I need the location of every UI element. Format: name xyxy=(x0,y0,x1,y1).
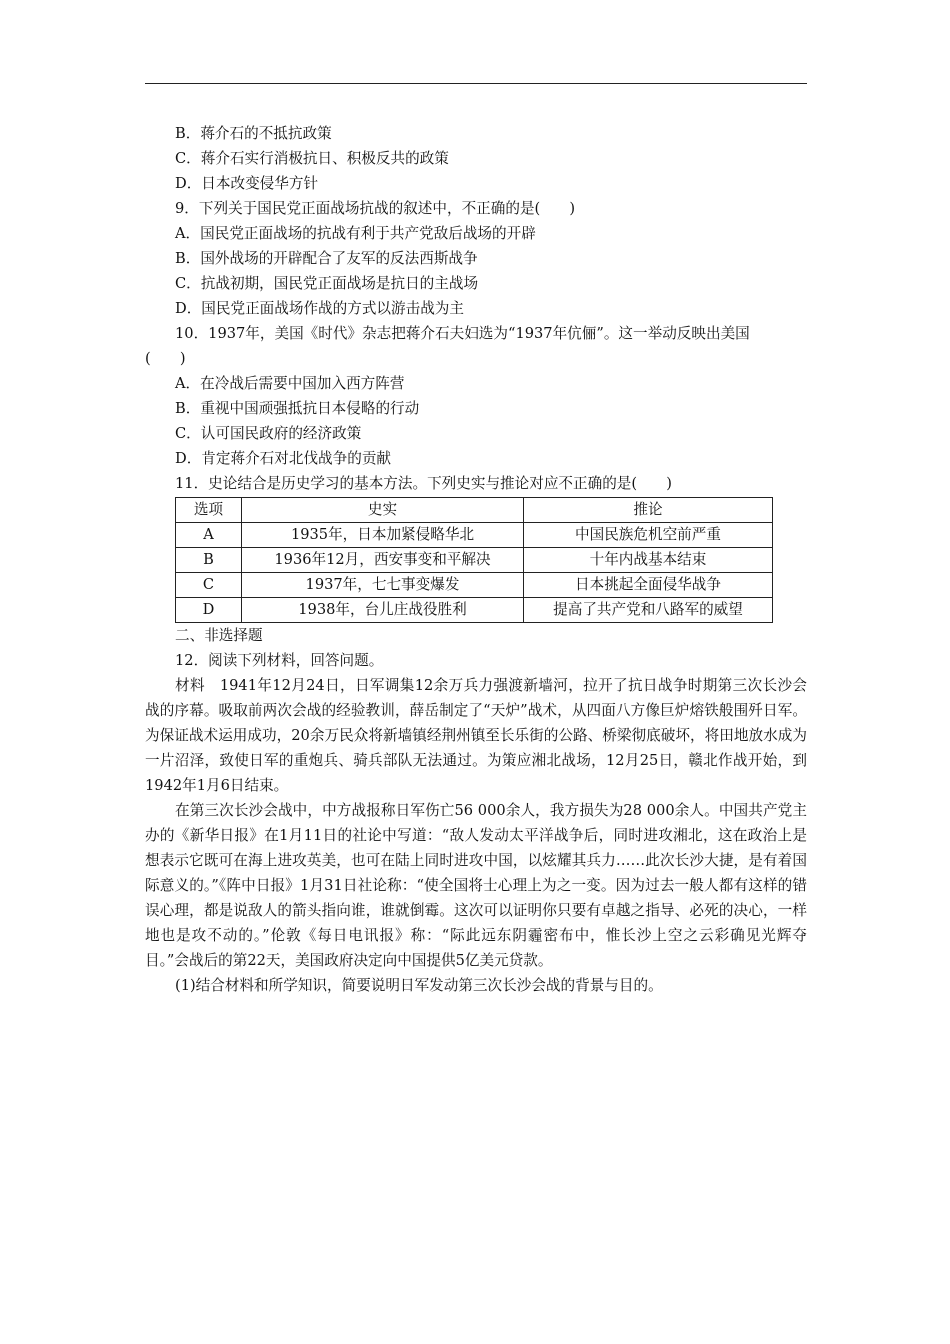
q9-option-c: C．抗战初期，国民党正面战场是抗日的主战场 xyxy=(175,275,479,292)
table-row xyxy=(176,548,773,573)
q9-option-a: A．国民党正面战场的抗战有利于共产党敌后战场的开辟 xyxy=(175,225,536,242)
header-rule xyxy=(145,83,807,84)
document-body xyxy=(145,121,807,998)
table-cell-option: C xyxy=(176,573,242,598)
table-cell-inference: 十年内战基本结束 xyxy=(524,548,773,573)
table-cell-option: B xyxy=(176,548,242,573)
q9-stem: 9．下列关于国民党正面战场抗战的叙述中，不正确的是( ) xyxy=(175,200,576,217)
q10-stem: 10．1937年，美国《时代》杂志把蒋介石夫妇选为“1937年伉俪”。这一举动反映出美国 xyxy=(175,325,750,342)
q12-stem: 12．阅读下列材料，回答问题。 xyxy=(175,652,384,669)
q9-option-b: B．国外战场的开辟配合了友军的反法西斯战争 xyxy=(175,250,478,267)
q8-option-d: D．日本改变侵华方针 xyxy=(175,175,319,192)
q10-option-c: C．认可国民政府的经济政策 xyxy=(175,425,362,442)
table-row xyxy=(176,573,773,598)
q10-option-a: A．在冷战后需要中国加入西方阵营 xyxy=(175,375,405,392)
q10-stem-paren: ( ) xyxy=(145,350,186,367)
q10-option-b: B．重视中国顽强抵抗日本侵略的行动 xyxy=(175,400,420,417)
table-header-row xyxy=(176,498,773,523)
q12-material-paragraph-1: 材料 1941年12月24日，日军调集12余万兵力强渡新墙河，拉开了抗日战争时期第三次长沙会战的序幕。吸取前两次会战的经验教训，薛岳制定了“天炉”战术，从四面八方像巨炉熔铁般围歼日军。为保证战术运用成功，20余万民众将新墙镇经荆州镇至长乐街的公路、桥梁彻底破坏，将田地放水成为一片沼泽，致使日军的重炮兵、骑兵部队无法通过。为策应湘北战场，12月25日，赣北作战开始，到1942年1月6日结束。 xyxy=(145,677,807,794)
table-header-inference: 推论 xyxy=(524,498,773,523)
q11-table xyxy=(175,497,773,623)
table-header-option: 选项 xyxy=(176,498,242,523)
q10-option-d: D．肯定蒋介石对北伐战争的贡献 xyxy=(175,450,392,467)
table-cell-inference: 中国民族危机空前严重 xyxy=(524,523,773,548)
table-cell-inference: 日本挑起全面侵华战争 xyxy=(524,573,773,598)
table-header-fact: 史实 xyxy=(242,498,524,523)
q9-option-d: D．国民党正面战场作战的方式以游击战为主 xyxy=(175,300,464,317)
q12-subquestion-1: (1)结合材料和所学知识，简要说明日军发动第三次长沙会战的背景与目的。 xyxy=(175,977,663,994)
table-cell-option: D xyxy=(176,598,242,623)
table-cell-fact: 1935年，日本加紧侵略华北 xyxy=(242,523,524,548)
section-heading: 二、非选择题 xyxy=(175,627,263,644)
q12-material-paragraph-2: 在第三次长沙会战中，中方战报称日军伤亡56 000余人，我方损失为28 000余人。中国共产党主办的《新华日报》在1月11日的社论中写道：“敌人发动太平洋战争后，同时进攻湘北，这在政治上是想表示它既可在海上进攻英美，也可在陆上同时进攻中国，以炫耀其兵力……此次长沙大捷，是有着国际意义的。”《阵中日报》1月31日社论称：“使全国将士心理上为之一变。因为过去一般人都有这样的错误心理，都是说敌人的箭头指向谁，谁就倒霉。这次可以证明你只要有卓越之指导、必死的决心，一样地也是攻不动的。”伦敦《每日电讯报》称：“际此远东阴霾密布中，惟长沙上空之云彩确见光辉夺目。”会战后的第22天，美国政府决定向中国提供5亿美元贷款。 xyxy=(145,802,807,969)
q11-stem: 11．史论结合是历史学习的基本方法。下列史实与推论对应不正确的是( ) xyxy=(175,475,672,492)
table-row xyxy=(176,598,773,623)
table-cell-inference: 提高了共产党和八路军的威望 xyxy=(524,598,773,623)
table-row xyxy=(176,523,773,548)
table-cell-fact: 1937年，七七事变爆发 xyxy=(242,573,524,598)
table-cell-option: A xyxy=(176,523,242,548)
q8-option-c: C．蒋介石实行消极抗日、积极反共的政策 xyxy=(175,150,449,167)
table-cell-fact: 1938年，台儿庄战役胜利 xyxy=(242,598,524,623)
q8-option-b: B．蒋介石的不抵抗政策 xyxy=(175,125,332,142)
table-cell-fact: 1936年12月，西安事变和平解决 xyxy=(242,548,524,573)
